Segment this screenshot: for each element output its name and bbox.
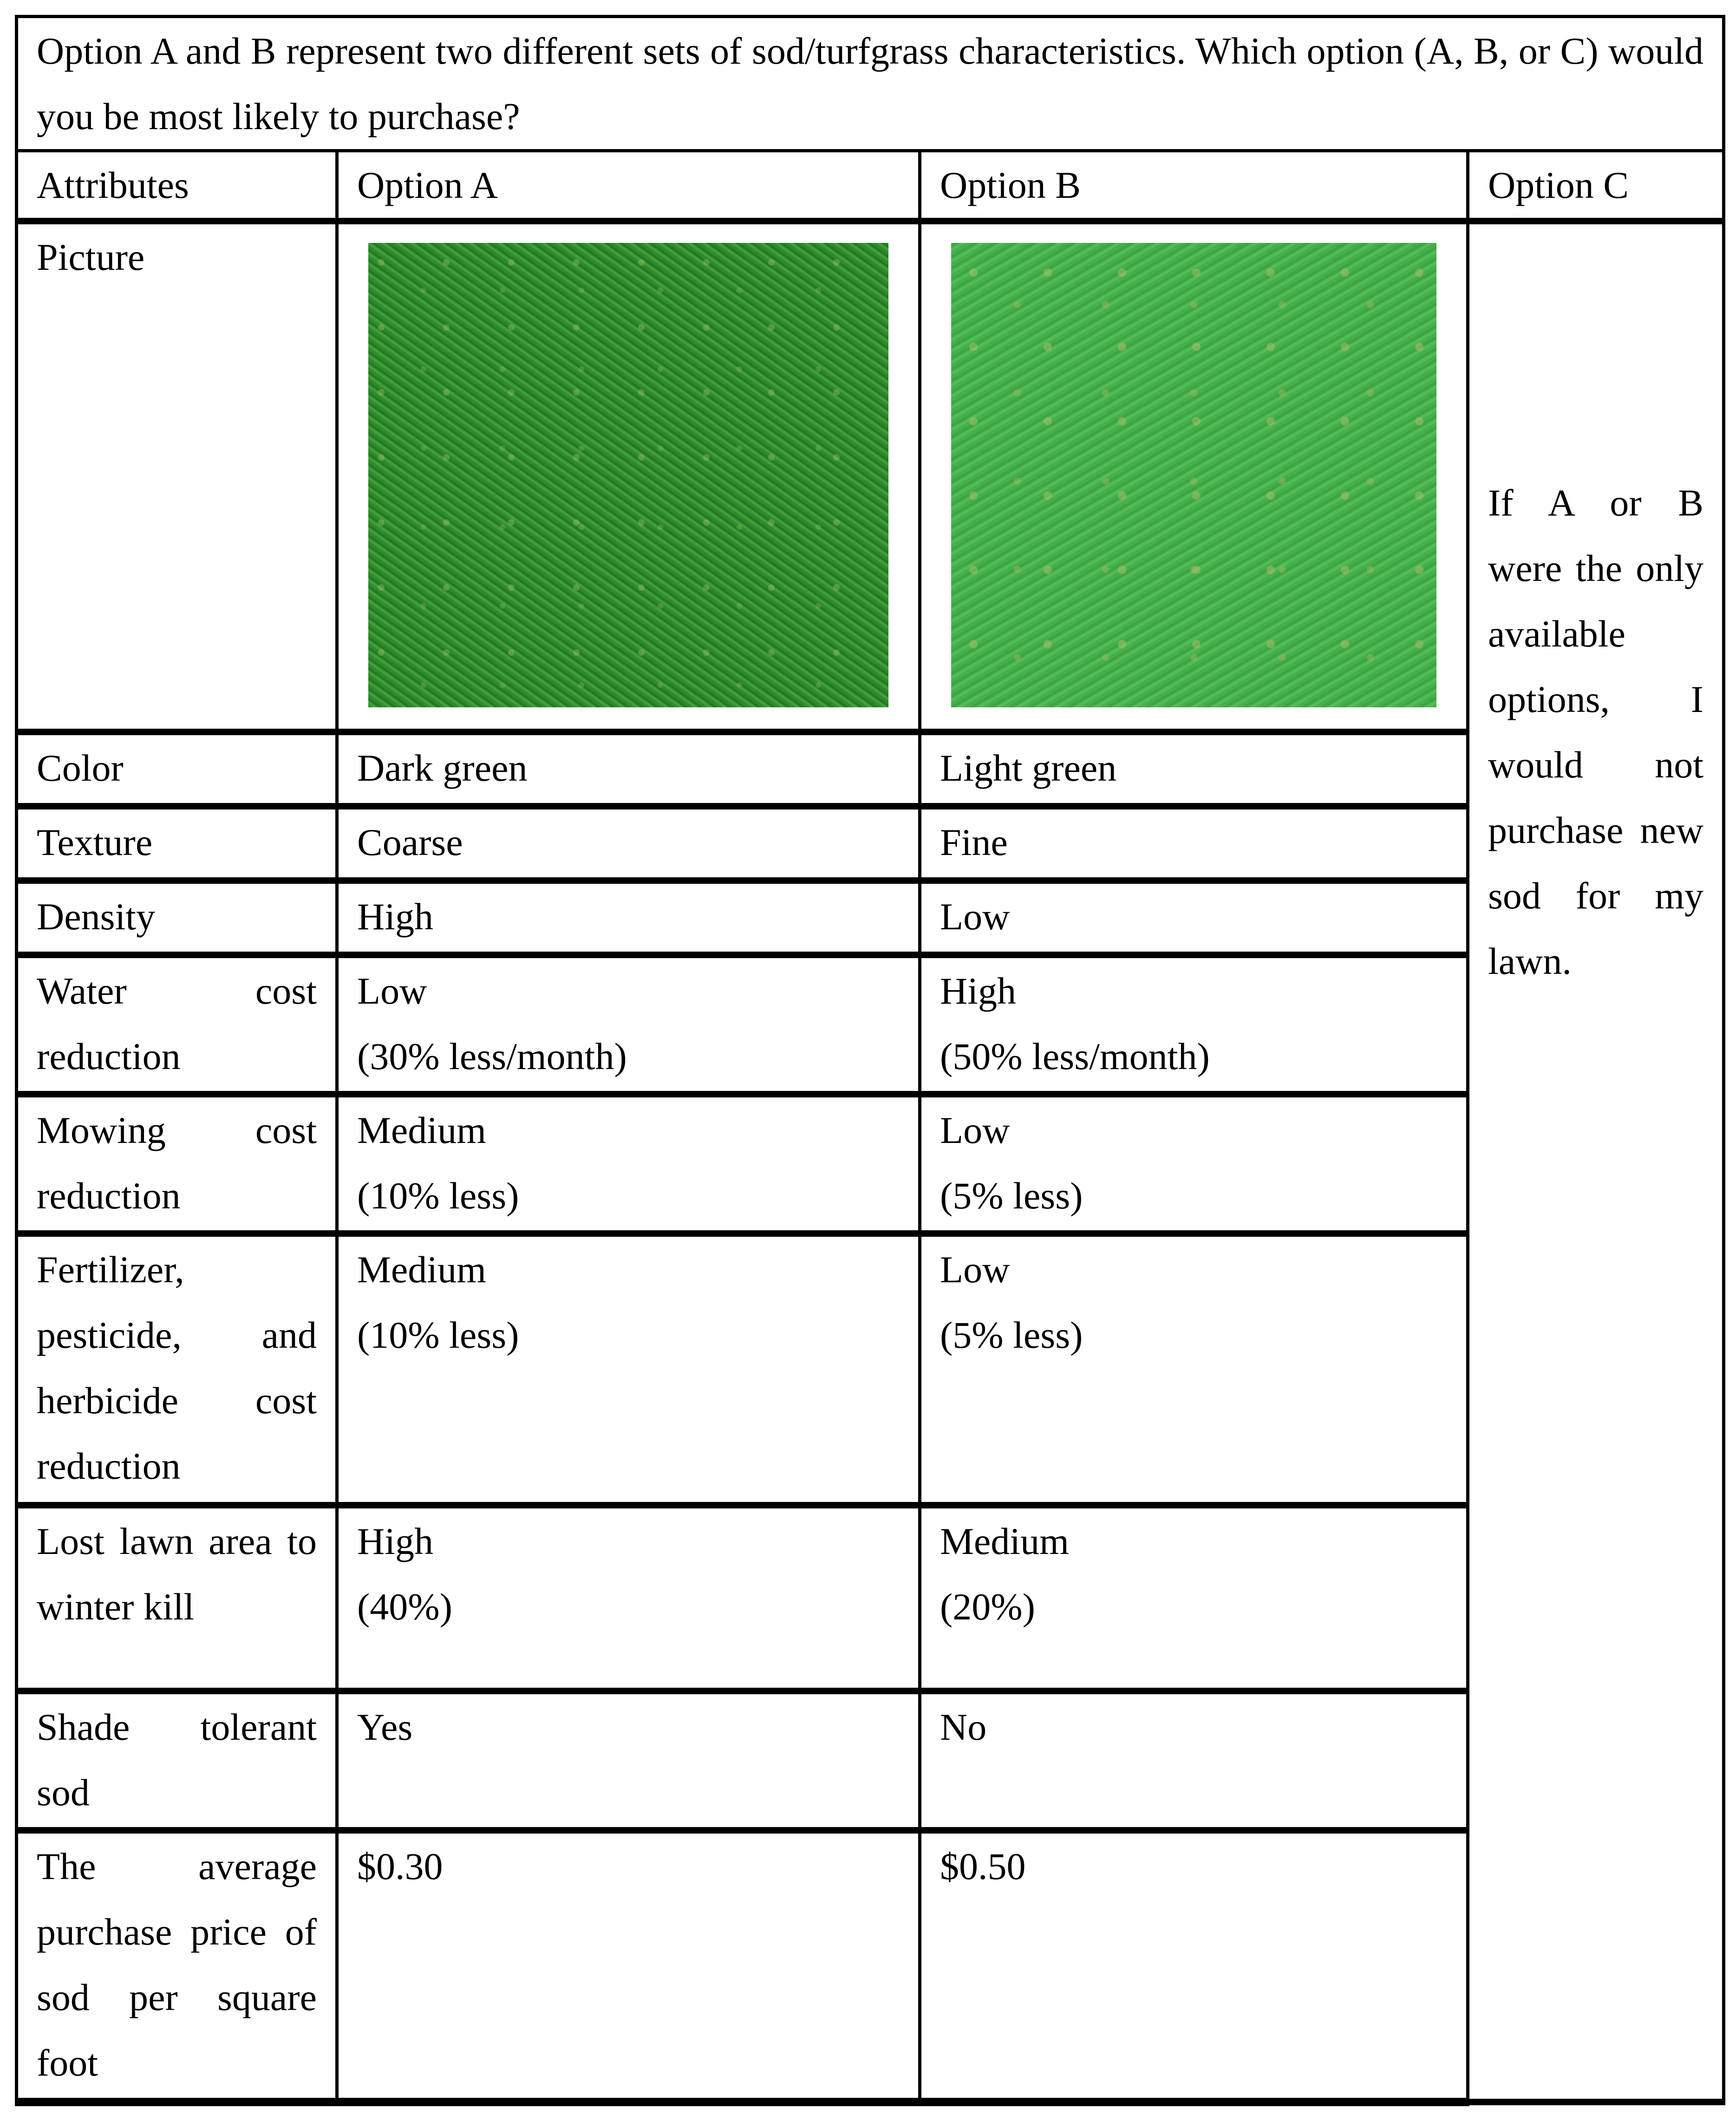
value-line: Fine <box>940 821 1008 863</box>
value-line: Dark green <box>357 747 528 789</box>
table-row <box>17 955 1724 1094</box>
value-line: $0.50 <box>940 1845 1026 1887</box>
option-b-value <box>920 732 1468 806</box>
table-row <box>17 732 1724 806</box>
value-detail: (20%) <box>940 1586 1035 1628</box>
table-row <box>17 1505 1724 1691</box>
picture-row <box>17 221 1724 732</box>
option-b-value <box>920 955 1468 1094</box>
value-line: Medium <box>357 1248 486 1291</box>
table-row <box>17 1830 1724 2102</box>
option-b-value <box>920 806 1468 881</box>
choice-experiment-table <box>15 15 1725 2106</box>
attribute-label: The average purchase price of sod per square foot <box>17 1830 337 2102</box>
header-option-c: Option C <box>1468 151 1724 222</box>
attribute-label: Lost lawn area to winter kill <box>17 1505 337 1691</box>
option-a-value <box>337 1234 920 1505</box>
value-line: High <box>940 970 1016 1012</box>
picture-cell-b <box>920 221 1468 732</box>
attribute-label: Color <box>17 732 337 806</box>
option-b-value <box>920 1094 1468 1234</box>
value-detail: (50% less/month) <box>940 1035 1210 1077</box>
grass-image-option-a <box>368 243 888 707</box>
option-b-value <box>920 1505 1468 1691</box>
question-text: Option A and B represent two different sets of sod/turfgrass characteristics. Which option (A, B, or C) would you be most likely to purchase? <box>17 17 1724 151</box>
header-attributes: Attributes <box>17 151 337 222</box>
value-line: $0.30 <box>357 1845 443 1887</box>
grass-image-option-b <box>951 243 1436 707</box>
value-line: No <box>940 1706 987 1748</box>
option-a-value <box>337 1691 920 1830</box>
value-line: Low <box>940 895 1010 938</box>
option-b-value <box>920 1830 1468 2102</box>
option-a-value <box>337 1505 920 1691</box>
attribute-label: Mowing cost reduction <box>17 1094 337 1234</box>
value-detail: (30% less/month) <box>357 1035 627 1077</box>
value-line: Medium <box>940 1520 1069 1562</box>
value-detail: (10% less) <box>357 1175 519 1217</box>
attribute-label: Fertilizer, pesticide, and herbicide cost reduction <box>17 1234 337 1505</box>
picture-cell-a <box>337 221 920 732</box>
table-row <box>17 1234 1724 1505</box>
option-b-value <box>920 1691 1468 1830</box>
value-detail: (40%) <box>357 1586 452 1628</box>
option-a-value <box>337 1094 920 1234</box>
value-line: Coarse <box>357 821 463 863</box>
value-line: Low <box>940 1109 1010 1151</box>
table-row <box>17 806 1724 881</box>
attribute-label: Density <box>17 881 337 955</box>
header-option-a: Option A <box>337 151 920 222</box>
table-row <box>17 1094 1724 1234</box>
header-row <box>17 151 1724 222</box>
table-row <box>17 881 1724 955</box>
header-option-b: Option B <box>920 151 1468 222</box>
question-row <box>17 17 1724 151</box>
option-b-value <box>920 881 1468 955</box>
value-line: High <box>357 895 433 938</box>
attribute-label: Texture <box>17 806 337 881</box>
table-row <box>17 1691 1724 1830</box>
option-a-value <box>337 955 920 1094</box>
option-a-value <box>337 1830 920 2102</box>
value-detail: (10% less) <box>357 1314 519 1356</box>
option-c-cell <box>1468 221 1724 2102</box>
value-line: Yes <box>357 1706 413 1748</box>
value-detail: (5% less) <box>940 1175 1083 1217</box>
value-line: Low <box>940 1248 1010 1291</box>
attribute-label: Shade tolerant sod <box>17 1691 337 1830</box>
value-line: Light green <box>940 747 1117 789</box>
value-line: Low <box>357 970 427 1012</box>
value-line: High <box>357 1520 433 1562</box>
value-detail: (5% less) <box>940 1314 1083 1356</box>
option-a-value <box>337 806 920 881</box>
picture-label: Picture <box>17 221 337 732</box>
option-c-text: If A or B were the only available options, I would not purchase new sod for my lawn. <box>1488 482 1703 982</box>
option-a-value <box>337 881 920 955</box>
option-a-value <box>337 732 920 806</box>
value-line: Medium <box>357 1109 486 1151</box>
option-b-value <box>920 1234 1468 1505</box>
attribute-label: Water cost reduction <box>17 955 337 1094</box>
